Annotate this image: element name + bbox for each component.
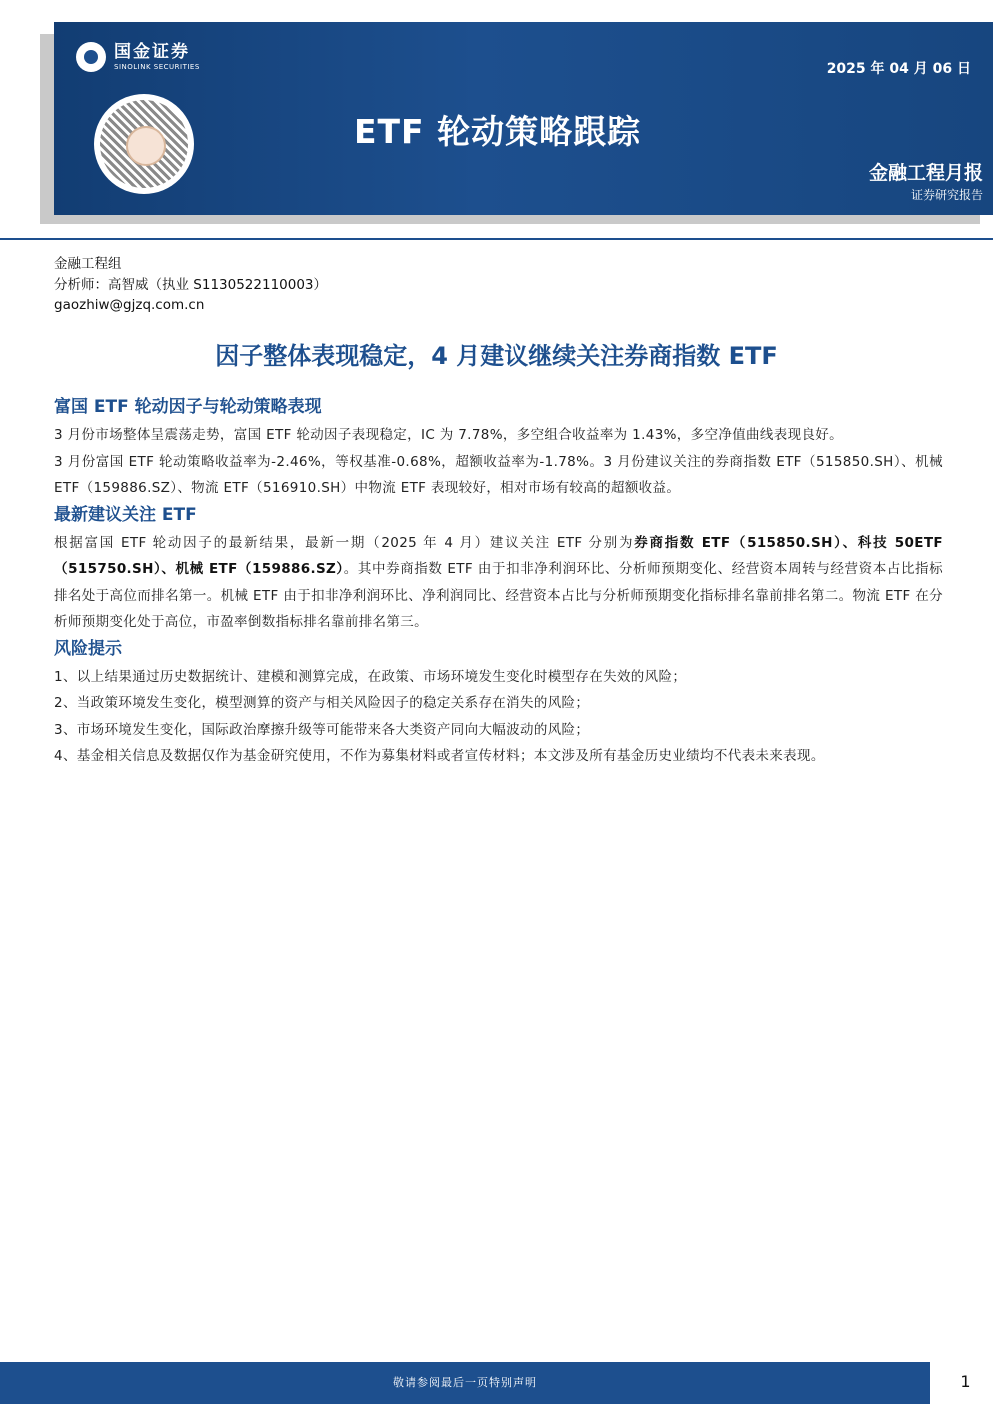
paragraph: 3 月份市场整体呈震荡走势，富国 ETF 轮动因子表现稳定，IC 为 7.78%，多空组合收益率为 1.43%，多空净值曲线表现良好。 <box>54 427 844 443</box>
company-logo <box>76 42 200 72</box>
risk-item: 4、基金相关信息及数据仅作为基金研究使用，不作为募集材料或者宣传材料；本文涉及所有基金历史业绩均不代表未来表现。 <box>54 748 825 764</box>
report-date: 2025 年 04 月 06 日 <box>826 61 971 77</box>
logo-name-cn: 国金证券 <box>114 42 190 62</box>
qr-code-icon <box>94 94 194 194</box>
author-group: 金融工程组 <box>54 256 122 272</box>
report-type: 金融工程月报 <box>868 162 983 184</box>
recommended-etf-list: 券商指数 ETF（515850.SH）、科技 50ETF（515750.SH）、机械 ETF（159886.SZ） <box>54 534 944 577</box>
report-headline: 因子整体表现稳定，4 月建议继续关注券商指数 ETF <box>215 342 778 370</box>
logo-icon <box>76 42 106 72</box>
author-analyst: 分析师：高智威（执业 S1130522110003） <box>54 276 328 293</box>
report-banner <box>54 22 993 215</box>
risk-item: 3、市场环境发生变化，国际政治摩擦升级等可能带来各大类资产同向大幅波动的风险； <box>54 721 590 738</box>
section-heading-performance: 富国 ETF 轮动因子与轮动策略表现 <box>54 397 322 417</box>
page-number: 1 <box>960 1372 971 1391</box>
paragraph-text: 根据富国 ETF 轮动因子的最新结果，最新一期（2025 年 4 月）建议关注 ETF 分别为 <box>54 534 635 551</box>
author-email[interactable]: gaozhiw@gjzq.com.cn <box>54 297 205 313</box>
logo-name-en: SINOLINK SECURITIES <box>114 63 200 71</box>
section-heading-risk: 风险提示 <box>54 638 122 659</box>
report-body <box>54 394 943 770</box>
paragraph <box>54 530 943 636</box>
header-divider <box>0 238 993 240</box>
section-heading-recommendation: 最新建议关注 ETF <box>54 504 197 525</box>
risk-item: 2、当政策环境发生变化，模型测算的资产与相关风险因子的稳定关系存在消失的风险； <box>54 695 590 711</box>
author-block <box>54 254 327 316</box>
risk-item: 1、以上结果通过历史数据统计、建模和测算完成，在政策、市场环境发生变化时模型存在失效的风险； <box>54 668 687 685</box>
paragraph: 3 月份富国 ETF 轮动策略收益率为-2.46%，等权基准-0.68%，超额收益率为-1.78%。3 月份建议关注的券商指数 ETF（515850.SH）、机械 ETF（159886.SZ）、物流 ETF（516910.SH）中物流 ETF 表现较好，相对市场有较高的超额收益。 <box>54 453 943 496</box>
report-title: ETF 轮动策略跟踪 <box>354 112 642 151</box>
paragraph-text: 。其中券商指数 ETF 由于扣非净利润环比、分析师预期变化、经营资本周转与经营资本占比指标排名处于高位而排名第一。机械 ETF 由于扣非净利润环比、净利润同比、经营资本占比与分析师预期变化指标排名靠前排名第二。物流 ETF 在分析师预期变化处于高位，市盈率倒数指标排名靠前排名第三。 <box>54 561 944 630</box>
footer-notice: 敬请参阅最后一页特别声明 <box>0 1362 930 1404</box>
report-subtype: 证券研究报告 <box>910 188 983 202</box>
